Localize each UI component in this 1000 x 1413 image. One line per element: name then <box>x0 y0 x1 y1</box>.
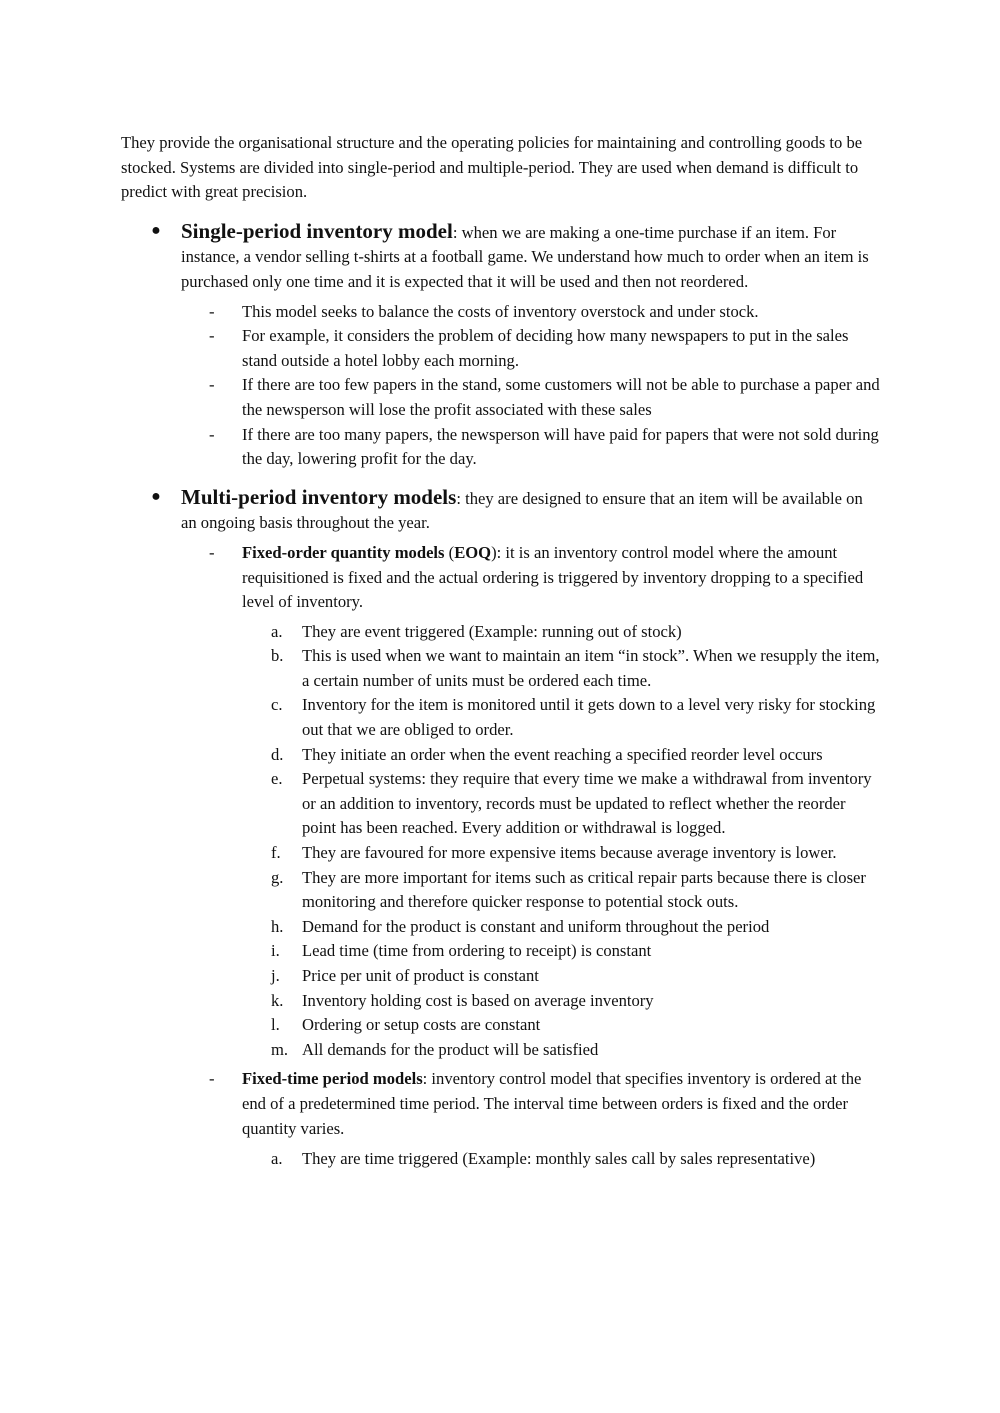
dash-marker: - <box>209 1069 215 1089</box>
dash-marker: - <box>209 301 215 321</box>
list-item-text: Demand for the product is constant and uniform throughout the period <box>302 916 770 936</box>
bullet-multi-period <box>121 485 881 536</box>
list-item <box>121 423 881 472</box>
multi-period-models-continued <box>121 1067 881 1141</box>
eoq-heading: Fixed-order quantity models <box>242 542 445 562</box>
list-marker: b. <box>271 646 284 666</box>
list-marker: i. <box>271 941 280 961</box>
list-item-text: They are time triggered (Example: monthly sales call by sales representative) <box>302 1149 816 1169</box>
dash-marker: - <box>209 424 215 444</box>
fixed-time-paragraph <box>242 1067 881 1141</box>
list-marker: e. <box>271 769 283 789</box>
multi-period-heading: Multi-period inventory models <box>181 484 457 509</box>
list-item-text: Inventory holding cost is based on average inventory <box>302 990 654 1010</box>
eoq-paragraph <box>242 541 881 615</box>
list-marker: l. <box>271 1015 280 1035</box>
list-item-text: They are favoured for more expensive items because average inventory is lower. <box>302 843 837 863</box>
list-marker: a. <box>271 621 283 641</box>
list-item <box>121 915 881 940</box>
single-period-paragraph <box>181 219 881 295</box>
list-item-text: Ordering or setup costs are constant <box>302 1015 541 1035</box>
document-body <box>121 131 881 1172</box>
list-item-text: This is used when we want to maintain an item “in stock”. When we resupply the item, a certain number of units must be ordered each time. <box>302 646 880 690</box>
eoq-open-paren: ( <box>444 542 455 562</box>
fixed-time-heading: Fixed-time period models <box>242 1069 423 1089</box>
eoq-abbr: EOQ <box>454 542 492 562</box>
list-marker: k. <box>271 990 284 1010</box>
list-marker: m. <box>271 1039 289 1059</box>
multi-period-text: : they are designed to ensure that an item will be available on an ongoing basis throughout the year. <box>181 488 863 533</box>
single-period-text: : when we are making a one-time purchase if an item. For instance, a vendor selling t-shirts at a football game. We understand how much to order when an item is purchased only one time and it is expected that it will be used and then not reordered. <box>181 222 869 291</box>
list-item-text: This model seeks to balance the costs of inventory overstock and under stock. <box>242 301 759 321</box>
list-item-fixed-time <box>121 1067 881 1141</box>
list-item-text: They initiate an order when the event reaching a specified reorder level occurs <box>302 744 823 764</box>
list-item <box>121 300 881 325</box>
multi-period-models <box>121 541 881 615</box>
eoq-characteristics <box>121 620 881 1063</box>
list-item <box>121 939 881 964</box>
list-marker: h. <box>271 916 284 936</box>
list-item <box>121 1038 881 1063</box>
list-marker: d. <box>271 744 284 764</box>
list-item <box>121 1013 881 1038</box>
single-period-heading: Single-period inventory model <box>181 218 453 243</box>
list-item <box>121 964 881 989</box>
eoq-text: ): it is an inventory control model where the amount requisitioned is fixed and the actual ordering is triggered by inventory dropping to a specified level of inventory. <box>242 542 864 612</box>
list-item <box>121 989 881 1014</box>
list-marker: a. <box>271 1149 283 1169</box>
list-item <box>121 767 881 841</box>
list-item <box>121 644 881 693</box>
list-marker: f. <box>271 843 281 863</box>
list-item-text: Perpetual systems: they require that every time we make a withdrawal from inventory or an addition to inventory, records must be updated to reflect whether the reorder point has been reached. Every addition or withdrawal is logged. <box>302 769 872 838</box>
list-item <box>121 324 881 373</box>
list-item <box>121 373 881 422</box>
list-item <box>121 743 881 768</box>
intro-paragraph: They provide the organisational structure and the operating policies for maintaining and controlling goods to be stocked. Systems are divided into single-period and multiple-period. They are used when demand is difficult to predict with great precision. <box>121 133 863 202</box>
list-item-text: All demands for the product will be satisfied <box>302 1039 599 1059</box>
list-item-text: They are event triggered (Example: running out of stock) <box>302 621 682 641</box>
list-item <box>121 693 881 742</box>
list-item-text: For example, it considers the problem of deciding how many newspapers to put in the sales stand outside a hotel lobby each morning. <box>242 326 849 370</box>
list-marker: g. <box>271 867 284 887</box>
list-item-text: Inventory for the item is monitored until it gets down to a level very risky for stocking out that we are obliged to order. <box>302 695 876 740</box>
bullet-icon: ● <box>151 221 161 239</box>
list-item-text: Lead time (time from ordering to receipt) is constant <box>302 941 652 961</box>
list-item-eoq <box>121 541 881 615</box>
list-item-text: Price per unit of product is constant <box>302 966 539 985</box>
single-period-points <box>121 300 881 472</box>
bullet-icon: ● <box>151 487 161 505</box>
fixed-time-characteristics <box>121 1147 881 1172</box>
list-item-text: If there are too many papers, the newsperson will have paid for papers that were not sold during the day, lowering profit for the day. <box>242 424 879 469</box>
list-item <box>121 841 881 866</box>
dash-marker: - <box>209 375 215 395</box>
list-item-text: If there are too few papers in the stand, some customers will not be able to purchase a paper and the newsperson will lose the profit associated with these sales <box>242 375 880 419</box>
fixed-time-text: : inventory control model that specifies inventory is ordered at the end of a predetermined time period. The interval time between orders is fixed and the order quantity varies. <box>242 1069 862 1138</box>
dash-marker: - <box>209 326 215 346</box>
list-item <box>121 1147 881 1172</box>
list-item-text: They are more important for items such as critical repair parts because there is closer monitoring and therefore quicker response to potential stock outs. <box>302 867 866 912</box>
dash-marker: - <box>209 542 215 562</box>
list-item <box>121 620 881 645</box>
multi-period-paragraph <box>181 485 881 536</box>
list-marker: j. <box>271 966 280 985</box>
list-item <box>121 866 881 915</box>
list-marker: c. <box>271 695 283 715</box>
bullet-single-period <box>121 219 881 295</box>
